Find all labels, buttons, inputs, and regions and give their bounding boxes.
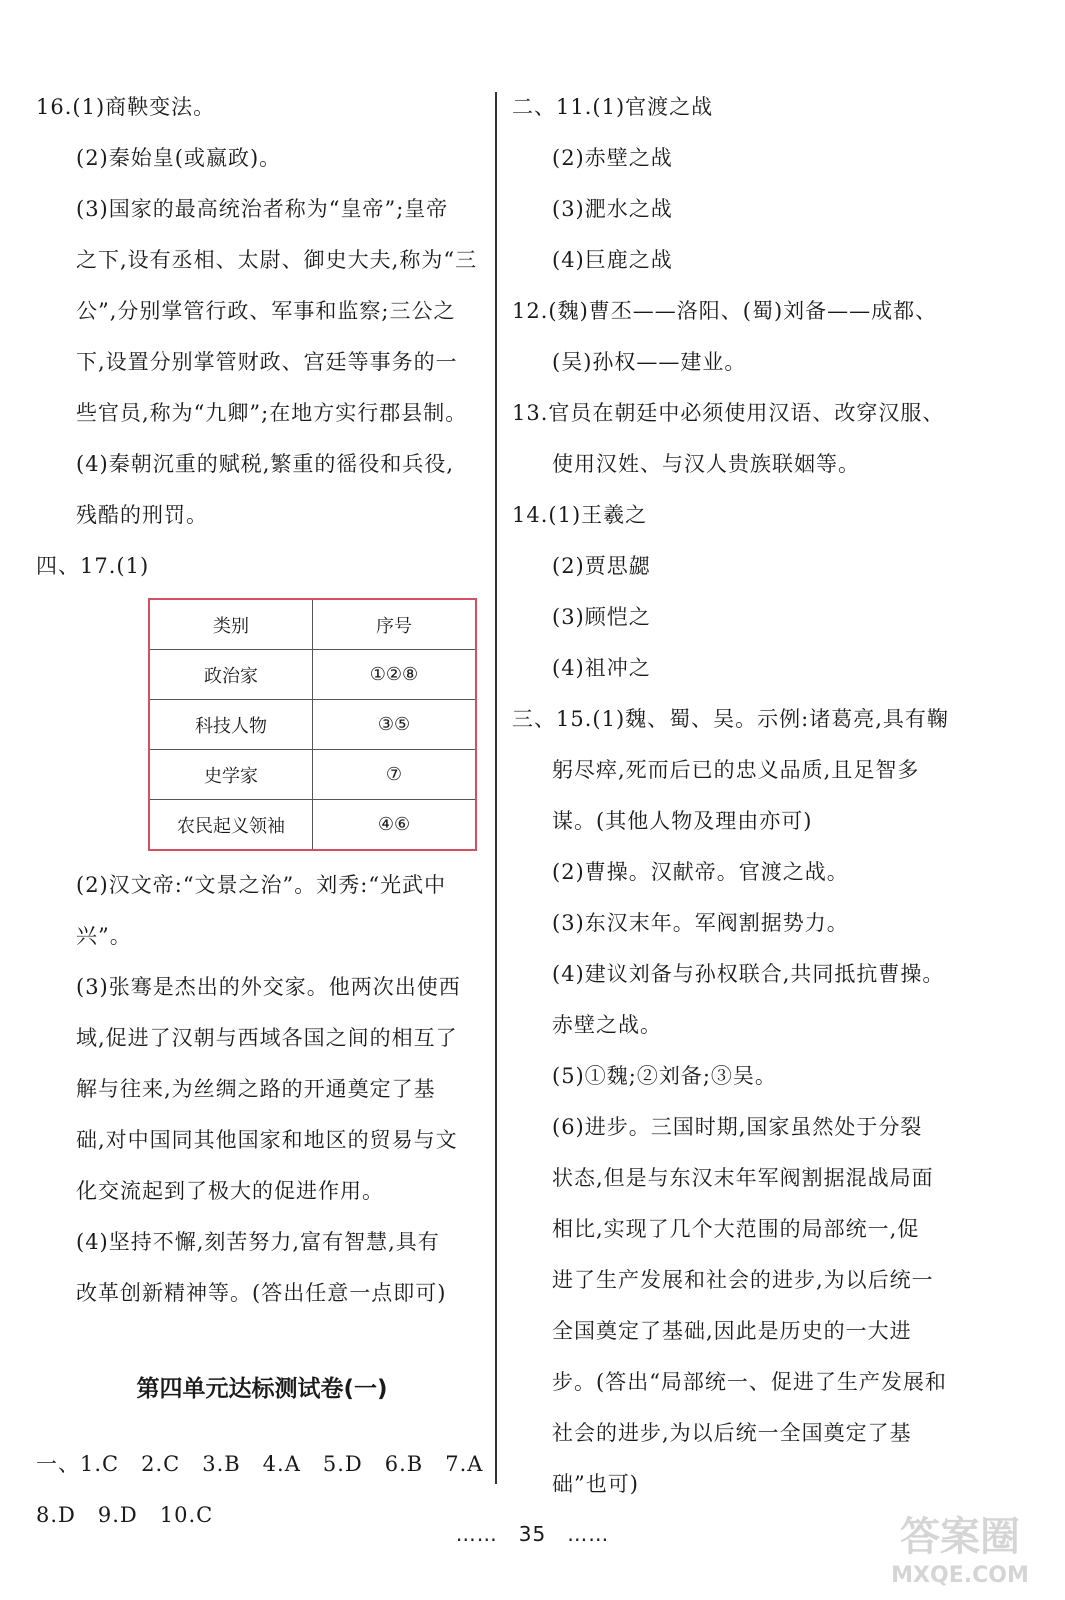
table-header-row <box>149 599 476 650</box>
q17-label: 四、17.(1) <box>36 554 150 578</box>
q15-6-line1: (6)进步。三国时期,国家虽然处于分裂 <box>552 1115 923 1139</box>
q17-3-line1: (3)张骞是杰出的外交家。他两次出使西 <box>76 975 461 999</box>
q17-2-line1: (2)汉文帝:“文景之治”。刘秀:“光武中 <box>76 873 447 897</box>
q15-4-line1: (4)建议刘备与孙权联合,共同抵抗曹操。 <box>552 962 945 986</box>
q15-6-line6: 步。(答出“局部统一、促进了生产发展和 <box>552 1370 947 1394</box>
q17-3-line2: 域,促进了汉朝与西域各国之间的相互了 <box>76 1026 458 1050</box>
category-table <box>148 598 477 851</box>
table-row <box>149 800 476 851</box>
q16-3-line4: 下,设置分别掌管财政、宫廷等事务的一 <box>76 350 458 374</box>
q16-3-line3: 公”,分别掌管行政、军事和监察;三公之 <box>76 299 456 323</box>
table-cell: ①②⑧ <box>313 650 477 700</box>
watermark-domain: MXQE.COM <box>891 1563 1029 1588</box>
unit-title: 第四单元达标测试卷(一) <box>136 1376 388 1402</box>
q16-3-line1: (3)国家的最高统治者称为“皇帝”;皇帝 <box>76 197 449 221</box>
q15-1-line3: 谋。(其他人物及理由亦可) <box>552 809 813 833</box>
q16-1: 16.(1)商鞅变法。 <box>36 95 216 119</box>
table-cell: ⑦ <box>313 750 477 800</box>
table-row <box>149 750 476 800</box>
q15-6-line4: 进了生产发展和社会的进步,为以后统一 <box>552 1268 934 1292</box>
q16-4-line1: (4)秦朝沉重的赋税,繁重的徭役和兵役, <box>76 452 455 476</box>
table-cell: 史学家 <box>149 750 313 800</box>
q11-3: (3)淝水之战 <box>552 197 673 221</box>
q15-6-line3: 相比,实现了几个大范围的局部统一,促 <box>552 1217 920 1241</box>
q15-6-line8: 础”也可) <box>552 1472 639 1496</box>
column-divider <box>495 92 497 1484</box>
watermark-logo-icon <box>870 1500 1050 1590</box>
answers-line1: 一、1.C 2.C 3.B 4.A 5.D 6.B 7.A <box>36 1452 484 1476</box>
q15-6-line2: 状态,但是与东汉末年军阀割据混战局面 <box>552 1166 934 1190</box>
q14-1: 14.(1)王羲之 <box>512 503 648 527</box>
q11-1: 二、11.(1)官渡之战 <box>512 95 714 119</box>
page-number: …… 35 …… <box>455 1522 610 1546</box>
q15-6-line7: 社会的进步,为以后统一全国奠定了基 <box>552 1421 912 1445</box>
right-column <box>512 82 982 1510</box>
q15-1-line2: 躬尽瘁,死而后已的忠义品质,且足智多 <box>552 758 920 782</box>
table-cell: 农民起义领袖 <box>149 800 313 851</box>
q11-4: (4)巨鹿之战 <box>552 248 673 272</box>
q13-line1: 13.官员在朝廷中必须使用汉语、改穿汉服、 <box>512 401 945 425</box>
q15-3: (3)东汉末年。军阀割据势力。 <box>552 911 849 935</box>
q16-4-line2: 残酷的刑罚。 <box>76 503 208 527</box>
table-header-cell: 序号 <box>313 599 477 650</box>
table-cell: ④⑥ <box>313 800 477 851</box>
q11-2: (2)赤壁之战 <box>552 146 673 170</box>
table-row <box>149 700 476 750</box>
q17-2-line2: 兴”。 <box>76 924 132 948</box>
left-column <box>36 82 488 1541</box>
q17-4-line2: 改革创新精神等。(答出任意一点即可) <box>76 1281 447 1305</box>
q14-3: (3)顾恺之 <box>552 605 651 629</box>
q12-line2: (吴)孙权——建业。 <box>552 350 747 374</box>
table-cell: 政治家 <box>149 650 313 700</box>
q16-3-line2: 之下,设有丞相、太尉、御史大夫,称为“三 <box>76 248 478 272</box>
q17-3-line4: 础,对中国同其他国家和地区的贸易与文 <box>76 1128 458 1152</box>
table-cell: ③⑤ <box>313 700 477 750</box>
q15-2: (2)曹操。汉献帝。官渡之战。 <box>552 860 849 884</box>
q15-4-line2: 赤壁之战。 <box>552 1013 662 1037</box>
q15-6-line5: 全国奠定了基础,因此是历史的一大进 <box>552 1319 912 1343</box>
q17-3-line5: 化交流起到了极大的促进作用。 <box>76 1179 384 1203</box>
table-row <box>149 650 476 700</box>
watermark-text: 答案圈 <box>900 1514 1020 1560</box>
answers-line2: 8.D 9.D 10.C <box>36 1503 214 1527</box>
spacer <box>36 1419 488 1439</box>
q15-5: (5)①魏;②刘备;③吴。 <box>552 1064 777 1088</box>
table-header-cell: 类别 <box>149 599 313 650</box>
q17-4-line1: (4)坚持不懈,刻苦努力,富有智慧,具有 <box>76 1230 440 1254</box>
q14-4: (4)祖冲之 <box>552 656 651 680</box>
q14-2: (2)贾思勰 <box>552 554 651 578</box>
q12-line1: 12.(魏)曹丕——洛阳、(蜀)刘备——成都、 <box>512 299 938 323</box>
q13-line2: 使用汉姓、与汉人贵族联姻等。 <box>552 452 860 476</box>
table-cell: 科技人物 <box>149 700 313 750</box>
category-table-wrap <box>36 592 488 860</box>
q16-2: (2)秦始皇(或嬴政)。 <box>76 146 282 170</box>
q16-3-line5: 些官员,称为“九卿”;在地方实行郡县制。 <box>76 401 468 425</box>
q17-3-line3: 解与往来,为丝绸之路的开通奠定了基 <box>76 1077 436 1101</box>
q15-1-line1: 三、15.(1)魏、蜀、吴。示例:诸葛亮,具有鞠 <box>512 707 949 731</box>
